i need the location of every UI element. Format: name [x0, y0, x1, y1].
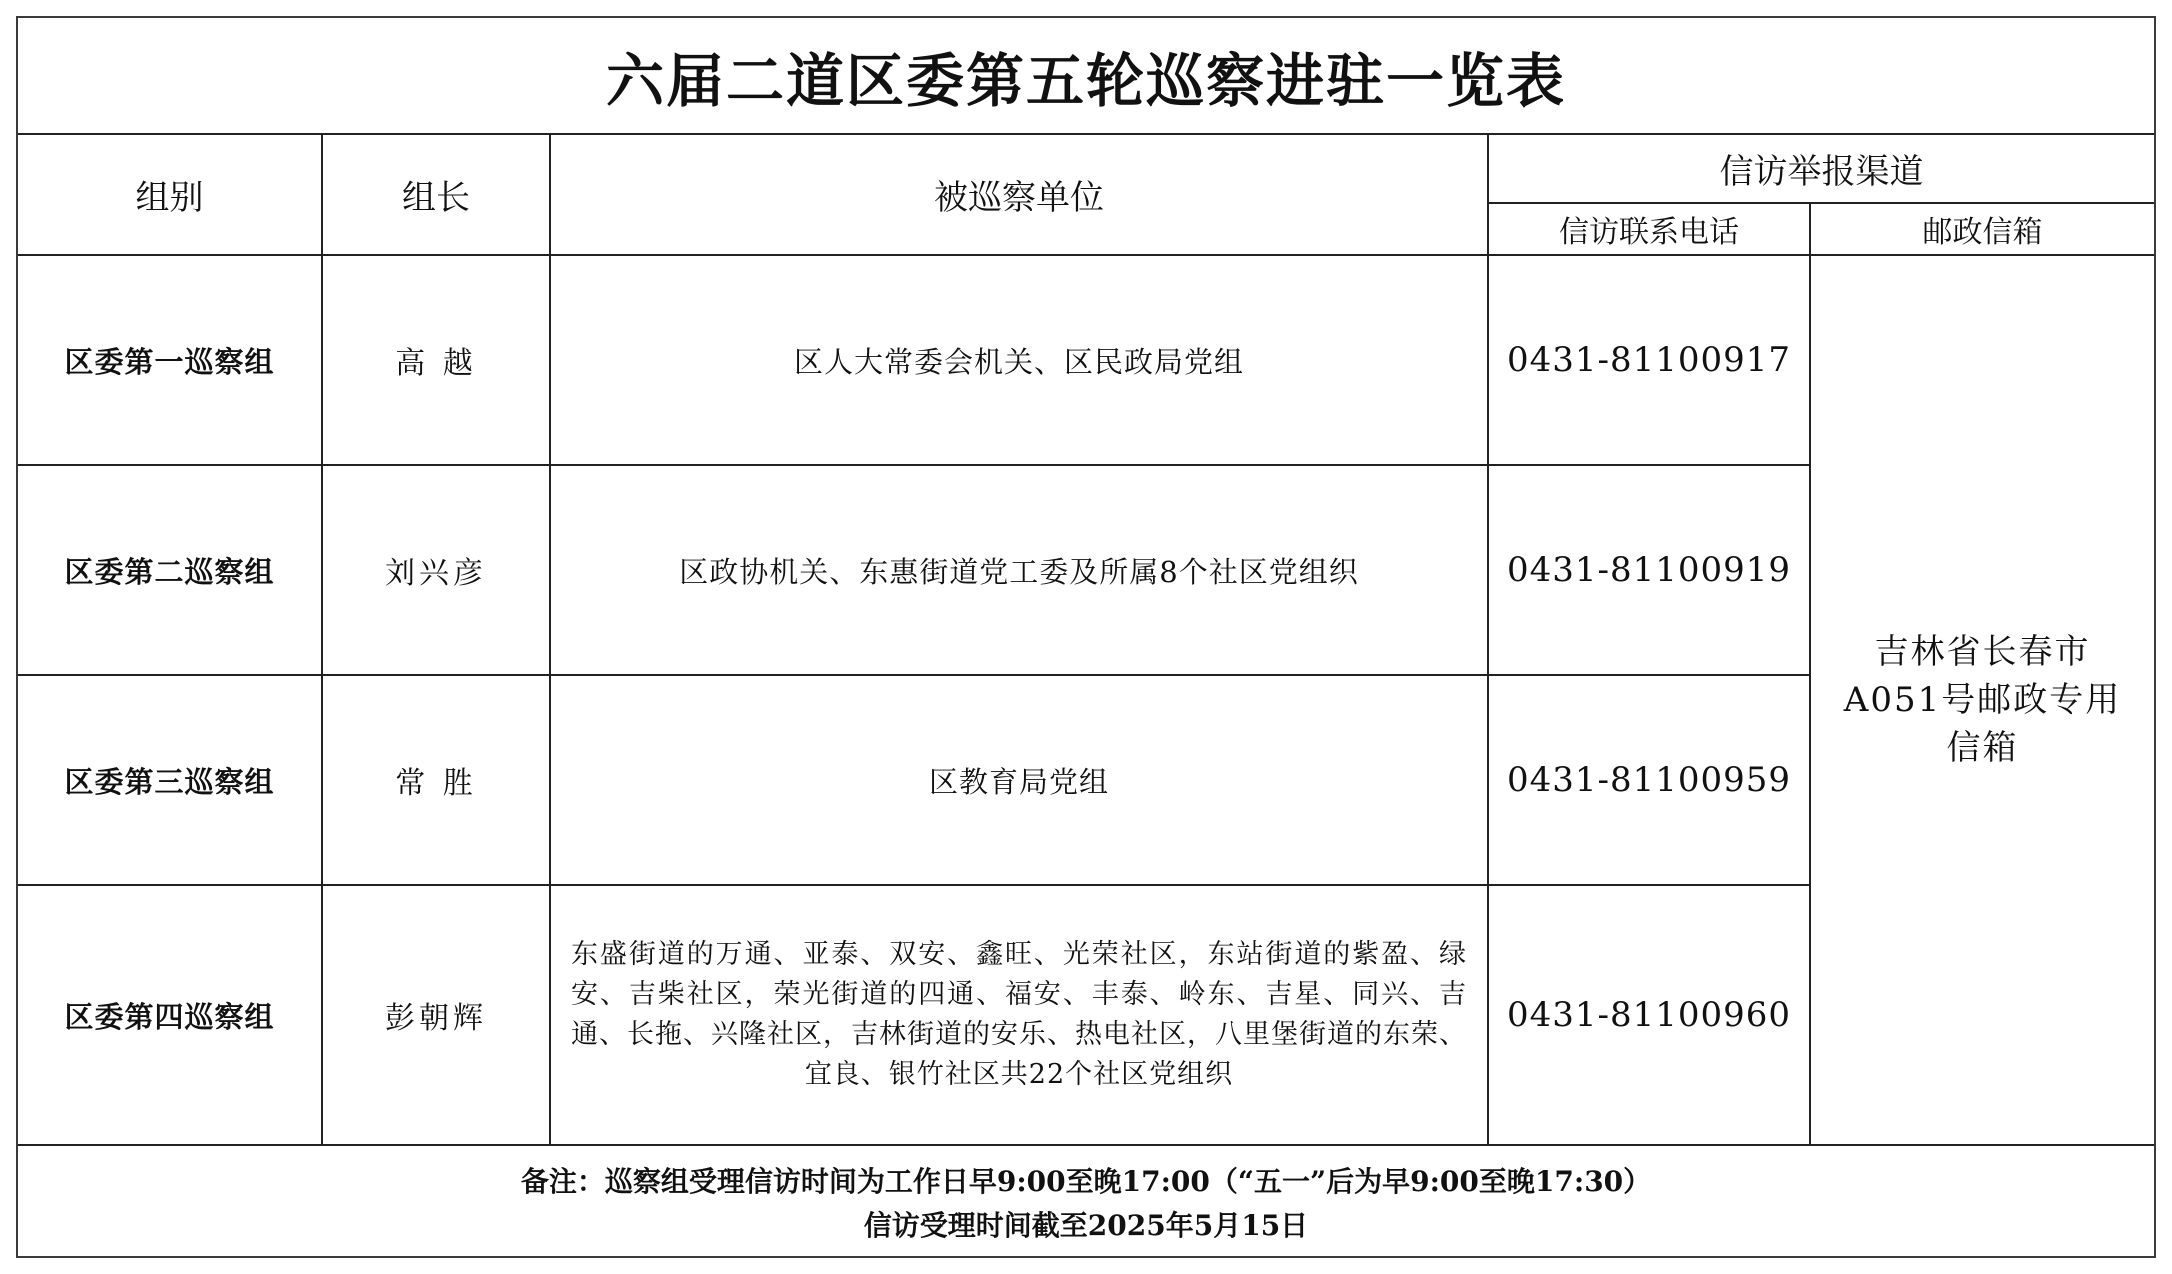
inspected-unit: 区教育局党组	[550, 675, 1488, 885]
group-name: 区委第一巡察组	[18, 255, 322, 465]
inspected-unit: 东盛街道的万通、亚泰、双安、鑫旺、光荣社区，东站街道的紫盈、绿安、吉柴社区，荣光街道的四通、福安、丰泰、岭东、吉星、同兴、吉通、长拖、兴隆社区，吉林街道的安乐、热电社区，八里堡街道的东荣、宜良、银竹社区共22个社区党组织	[550, 885, 1488, 1145]
remarks-line-1: 备注：巡察组受理信访时间为工作日早9:00至晚17:00（“五一”后为早9:00至晚17:30）	[520, 1164, 1652, 1198]
leader-name: 高 越	[322, 255, 550, 465]
leader-name: 刘兴彦	[322, 465, 550, 675]
inspected-unit: 区政协机关、东惠街道党工委及所属8个社区党组织	[550, 465, 1488, 675]
group-name: 区委第四巡察组	[18, 885, 322, 1145]
header-row	[18, 135, 2154, 203]
inspected-unit: 区人大常委会机关、区民政局党组	[550, 255, 1488, 465]
leader-name: 常 胜	[322, 675, 550, 885]
header-mailbox: 邮政信箱	[1810, 203, 2154, 255]
phone-number: 0431-81100917	[1488, 255, 1810, 465]
header-channel: 信访举报渠道	[1488, 135, 2154, 203]
phone-number: 0431-81100960	[1488, 885, 1810, 1145]
inspection-table	[18, 135, 2154, 1146]
inspection-table-sheet	[16, 16, 2156, 1258]
header-phone: 信访联系电话	[1488, 203, 1810, 255]
header-leader: 组长	[322, 135, 550, 255]
group-name: 区委第二巡察组	[18, 465, 322, 675]
mailbox-address: 吉林省长春市A051号邮政专用信箱	[1810, 255, 2154, 1145]
table-row	[18, 255, 2154, 465]
remarks-line-2: 信访受理时间截至2025年5月15日	[863, 1208, 1309, 1242]
group-name: 区委第三巡察组	[18, 675, 322, 885]
remarks	[18, 1146, 2154, 1261]
phone-number: 0431-81100959	[1488, 675, 1810, 885]
header-unit: 被巡察单位	[550, 135, 1488, 255]
header-group: 组别	[18, 135, 322, 255]
page-title: 六届二道区委第五轮巡察进驻一览表	[18, 18, 2154, 135]
leader-name: 彭朝辉	[322, 885, 550, 1145]
phone-number: 0431-81100919	[1488, 465, 1810, 675]
